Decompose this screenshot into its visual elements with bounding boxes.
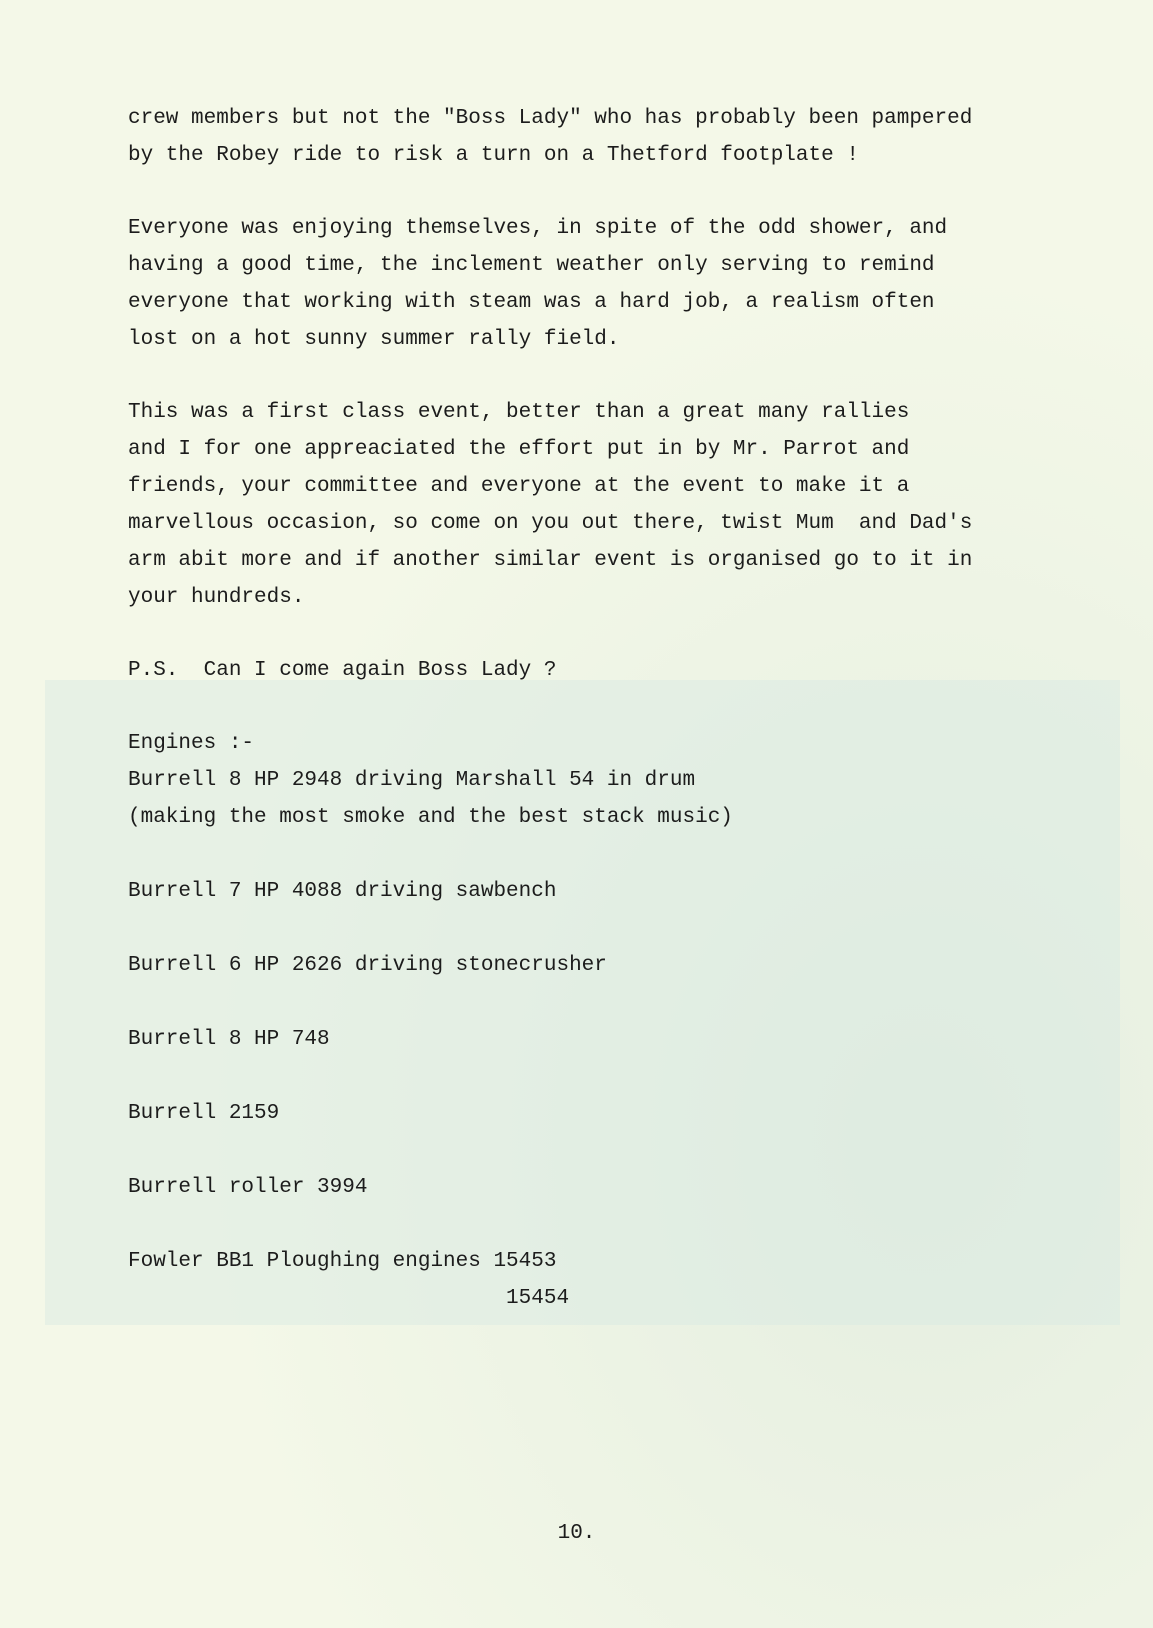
text-line: Everyone was enjoying themselves, in spite of the odd shower, and <box>128 217 948 240</box>
engine-item: Burrell 8 HP 748 <box>128 1028 330 1051</box>
text-line: and I for one appreaciated the effort put in by Mr. Parrot and <box>128 438 910 461</box>
postscript <box>128 652 1088 689</box>
text-line: This was a first class event, better than a great many rallies <box>128 401 910 424</box>
engine-item-note: (making the most smoke and the best stack music) <box>128 806 733 829</box>
postscript-text: P.S. Can I come again Boss Lady ? <box>128 659 557 682</box>
engine-item: Burrell 6 HP 2626 driving stonecrusher <box>128 954 607 977</box>
paragraph-3 <box>128 394 1088 616</box>
engine-item: Fowler BB1 Ploughing engines 15453 <box>128 1250 557 1273</box>
text-line: marvellous occasion, so come on you out there, twist Mum and Dad's <box>128 512 973 535</box>
text-line: crew members but not the "Boss Lady" who has probably been pampered <box>128 107 973 130</box>
text-line: everyone that working with steam was a hard job, a realism often <box>128 291 935 314</box>
engine-item-continued: 15454 <box>128 1287 570 1310</box>
text-line: lost on a hot sunny summer rally field. <box>128 328 620 351</box>
engine-item: Burrell 8 HP 2948 driving Marshall 54 in drum <box>128 769 696 792</box>
engine-item: Burrell 2159 <box>128 1102 280 1125</box>
text-line: by the Robey ride to risk a turn on a Thetford footplate ! <box>128 144 859 167</box>
engine-list <box>128 725 1088 1317</box>
text-line: having a good time, the inclement weather only serving to remind <box>128 254 935 277</box>
text-line: friends, your committee and everyone at the event to make it a <box>128 475 910 498</box>
body-text <box>128 100 1088 1317</box>
paragraph-1 <box>128 100 1088 174</box>
page-number: 10. <box>557 1522 596 1545</box>
text-line: your hundreds. <box>128 586 305 609</box>
engine-item: Burrell roller 3994 <box>128 1176 368 1199</box>
engines-heading: Engines :- <box>128 732 255 755</box>
text-line: arm abit more and if another similar event is organised go to it in <box>128 549 973 572</box>
paragraph-2 <box>128 210 1088 358</box>
engine-item: Burrell 7 HP 4088 driving sawbench <box>128 880 557 903</box>
